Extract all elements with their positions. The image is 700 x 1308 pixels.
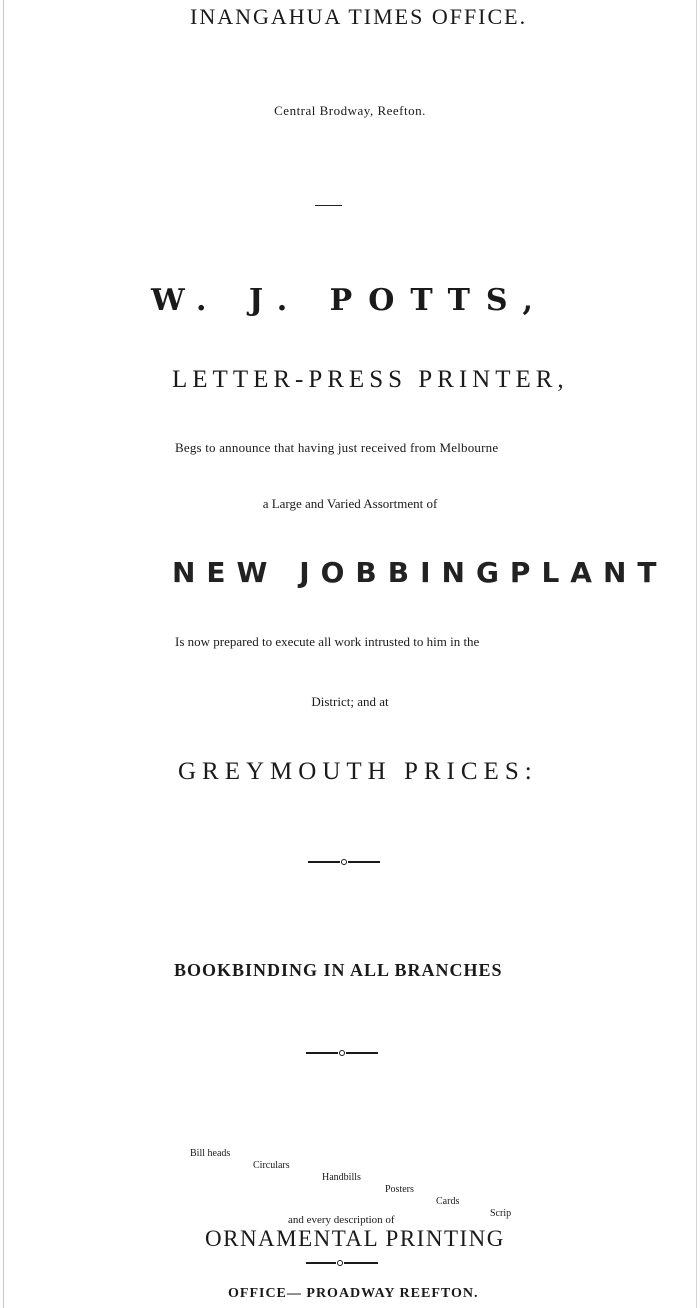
item-circulars: Circulars <box>253 1160 290 1171</box>
ornamental-divider-3 <box>306 1260 378 1266</box>
prepared-line-1: Is now prepared to execute all work intrusted to him in the <box>175 634 480 649</box>
ornamental-divider-1 <box>308 859 380 865</box>
item-handbills: Handbills <box>322 1172 361 1183</box>
short-divider-rule <box>315 205 342 206</box>
page-left-edge <box>3 0 4 1308</box>
ornamental-heading: ORNAMENTAL PRINTING <box>205 1226 505 1251</box>
prices-heading: GREYMOUTH PRICES: <box>178 758 538 785</box>
item-cards: Cards <box>436 1196 460 1207</box>
bookbinding-heading: BOOKBINDING IN ALL BRANCHES <box>174 960 503 980</box>
printer-name: W. J. POTTS, <box>151 283 549 318</box>
item-scrip: Scrip <box>490 1208 512 1219</box>
announcement-line-2: a Large and Varied Assortment of <box>262 496 438 511</box>
item-bill-heads: Bill heads <box>190 1148 231 1159</box>
announcement-line-1: Begs to announce that having just received from Melbourne <box>175 440 499 455</box>
office-address: Central Brodway, Reefton. <box>274 103 426 118</box>
plant-heading: NEW JOBBINGPLANT <box>172 556 668 589</box>
item-posters: Posters <box>385 1184 414 1195</box>
page-right-edge <box>696 0 697 1308</box>
footer-office-address: OFFICE— PROADWAY REEFTON. <box>228 1286 479 1301</box>
printer-trade: LETTER-PRESS PRINTER, <box>172 366 569 393</box>
every-description: and every description of <box>288 1214 395 1226</box>
ornamental-divider-2 <box>306 1050 378 1056</box>
office-title: INANGAHUA TIMES OFFICE. <box>190 4 528 29</box>
prepared-line-2: District; and at <box>311 694 389 709</box>
